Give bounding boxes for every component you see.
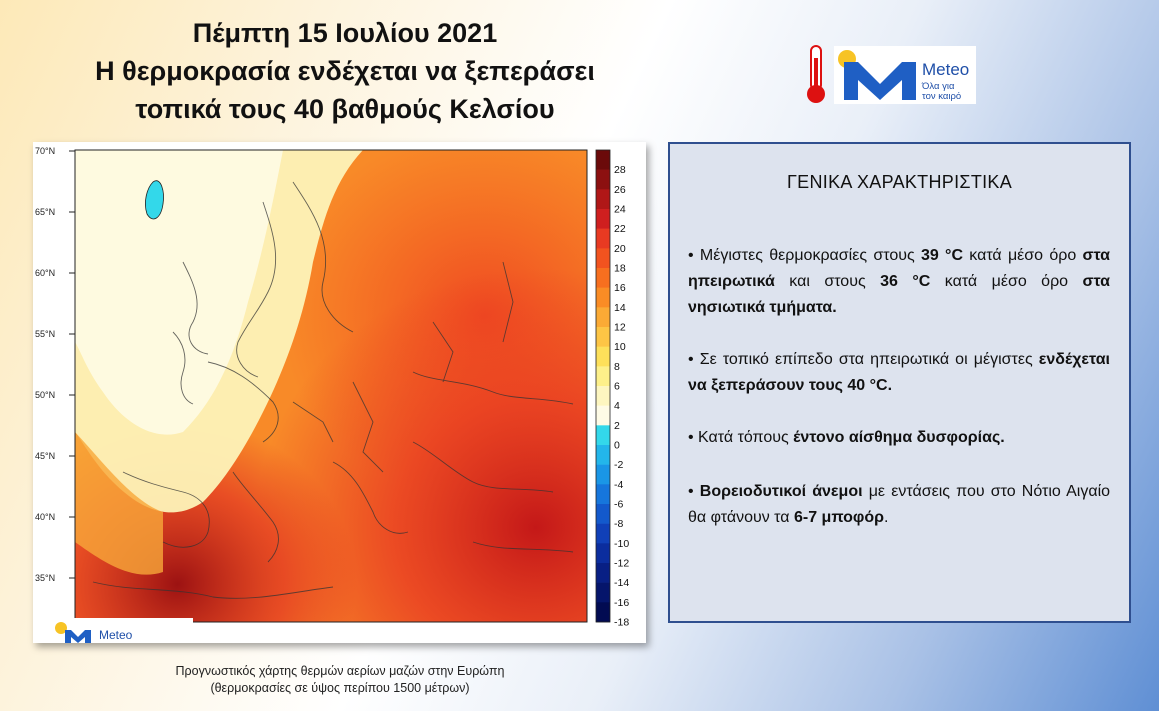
colorbar-swatch [596, 504, 610, 524]
headline-line3: τοπικά τους 40 βαθμούς Κελσίου [135, 94, 555, 124]
colorbar-label: 20 [614, 242, 626, 255]
colorbar-swatch [596, 445, 610, 465]
lat-label: 65°N [35, 207, 56, 217]
panel-title: ΓΕΝΙΚΑ ΧΑΡΑΚΤΗΡΙΣΤΙΚΑ [786, 172, 1013, 192]
colorbar-swatch [596, 425, 610, 445]
colorbar-label: 18 [614, 262, 626, 275]
bullet-max-temps [688, 243, 1110, 321]
bold-text: 36 °C [880, 273, 931, 290]
colorbar-label: 8 [614, 360, 620, 373]
colorbar-swatch [596, 170, 610, 190]
text: με εντάσεις που στο Νότιο Αιγαίο θα φτάνουν τα [688, 483, 1111, 526]
colorbar-swatch [596, 268, 610, 288]
colorbar-swatch [596, 406, 610, 426]
logo-brand: Meteo [922, 60, 970, 79]
text: και στους [774, 273, 881, 290]
colorbar-label: -2 [614, 459, 624, 472]
colorbar-label: 10 [614, 341, 626, 354]
meteo-logo [802, 44, 978, 106]
bold-text: 6-7 μποφόρ [793, 509, 885, 526]
bullet-discomfort [688, 425, 1110, 451]
colorbar-label: 24 [614, 203, 626, 216]
bullet-winds [688, 479, 1110, 531]
text: . [884, 509, 889, 526]
map-caption [80, 663, 600, 697]
lat-label: 40°N [35, 512, 56, 522]
bold-text: ενδέχεται να ξεπεράσουν τους 40 °C. [688, 351, 1110, 394]
m-mark-icon [844, 58, 916, 100]
colorbar-swatch [596, 248, 610, 268]
colorbar-label: -6 [614, 498, 624, 511]
headline-line2: Η θερμοκρασία ενδέχεται να ξεπεράσει [95, 56, 595, 86]
bold-text: στα νησιωτικά τμήματα. [688, 273, 1111, 316]
logo-box [834, 46, 976, 104]
colorbar-swatch [596, 602, 610, 622]
colorbar-label: 4 [614, 400, 620, 413]
colorbar-swatch [596, 583, 610, 603]
colorbar-swatch [596, 307, 610, 327]
colorbar-swatch [596, 465, 610, 485]
thermometer-icon [802, 44, 830, 106]
lat-label: 55°N [35, 329, 56, 339]
colorbar-label: -8 [614, 518, 624, 531]
colorbar-label: 22 [614, 223, 626, 236]
text: • Μέγιστες θερμοκρασίες στους [688, 247, 921, 264]
colorbar-swatch [596, 347, 610, 367]
colorbar-label: 16 [614, 282, 626, 295]
map-watermark-text: Meteo [99, 628, 133, 642]
colorbar-label: 0 [614, 439, 620, 452]
colorbar-label: 14 [614, 301, 626, 314]
colorbar-label: -10 [614, 537, 630, 550]
headline [40, 14, 650, 128]
lat-label: 70°N [35, 146, 56, 156]
colorbar-swatch [596, 543, 610, 563]
colorbar-swatch [596, 288, 610, 308]
colorbar-label: 26 [614, 183, 626, 196]
text: κατά μέσο όρο [963, 247, 1083, 264]
colorbar-swatch [596, 386, 610, 406]
lat-label: 35°N [35, 573, 56, 583]
bold-text: έντονο αίσθημα δυσφορίας. [793, 429, 1005, 446]
bold-text: στα ηπειρωτικά [688, 247, 1111, 290]
text: κατά μέσο όρο [930, 273, 1083, 290]
colorbar-swatch [596, 189, 610, 209]
colorbar-swatch [596, 150, 610, 170]
latitude-labels [35, 146, 55, 583]
bold-text: 39 °C [920, 247, 963, 264]
forecast-map [33, 142, 646, 643]
summary-panel [668, 142, 1131, 623]
colorbar-label: -18 [614, 616, 630, 629]
caption-line1: Προγνωστικός χάρτης θερμών αερίων μαζών στην Ευρώπη [175, 664, 505, 678]
bold-text: Βορειοδυτικοί άνεμοι [699, 483, 863, 500]
colorbar-label: -16 [614, 596, 630, 609]
colorbar-label: -4 [614, 478, 624, 491]
text: • Κατά τόπους [688, 429, 794, 446]
caption-line2: (θερμοκρασίες σε ύψος περίπου 1500 μέτρων) [210, 681, 470, 695]
lat-label: 50°N [35, 390, 56, 400]
colorbar-label: -14 [614, 577, 630, 590]
colorbar [596, 150, 629, 629]
logo-tagline-2: τον καιρό [922, 91, 962, 102]
colorbar-swatch [596, 229, 610, 249]
colorbar-label: 28 [614, 164, 626, 177]
bullet-local-extremes [688, 347, 1110, 399]
logo-tagline-1: Όλα για [922, 81, 955, 92]
text: • Σε τοπικό επίπεδο στα ηπειρωτικά οι μέγιστες [688, 351, 1039, 368]
colorbar-label: 6 [614, 380, 620, 393]
lat-label: 45°N [35, 451, 56, 461]
text: • [688, 483, 700, 500]
colorbar-label: 12 [614, 321, 626, 334]
colorbar-swatch [596, 524, 610, 544]
colorbar-swatch [596, 327, 610, 347]
lat-label: 60°N [35, 268, 56, 278]
headline-date: Πέμπτη 15 Ιουλίου 2021 [192, 18, 498, 48]
colorbar-swatch [596, 563, 610, 583]
colorbar-label: -12 [614, 557, 630, 570]
colorbar-swatch [596, 484, 610, 504]
logo-tagline [922, 82, 974, 102]
latitude-ticks [69, 151, 75, 578]
colorbar-swatch [596, 209, 610, 229]
colorbar-swatch [596, 366, 610, 386]
colorbar-label: 2 [614, 419, 620, 432]
forecast-map-svg [33, 142, 646, 643]
